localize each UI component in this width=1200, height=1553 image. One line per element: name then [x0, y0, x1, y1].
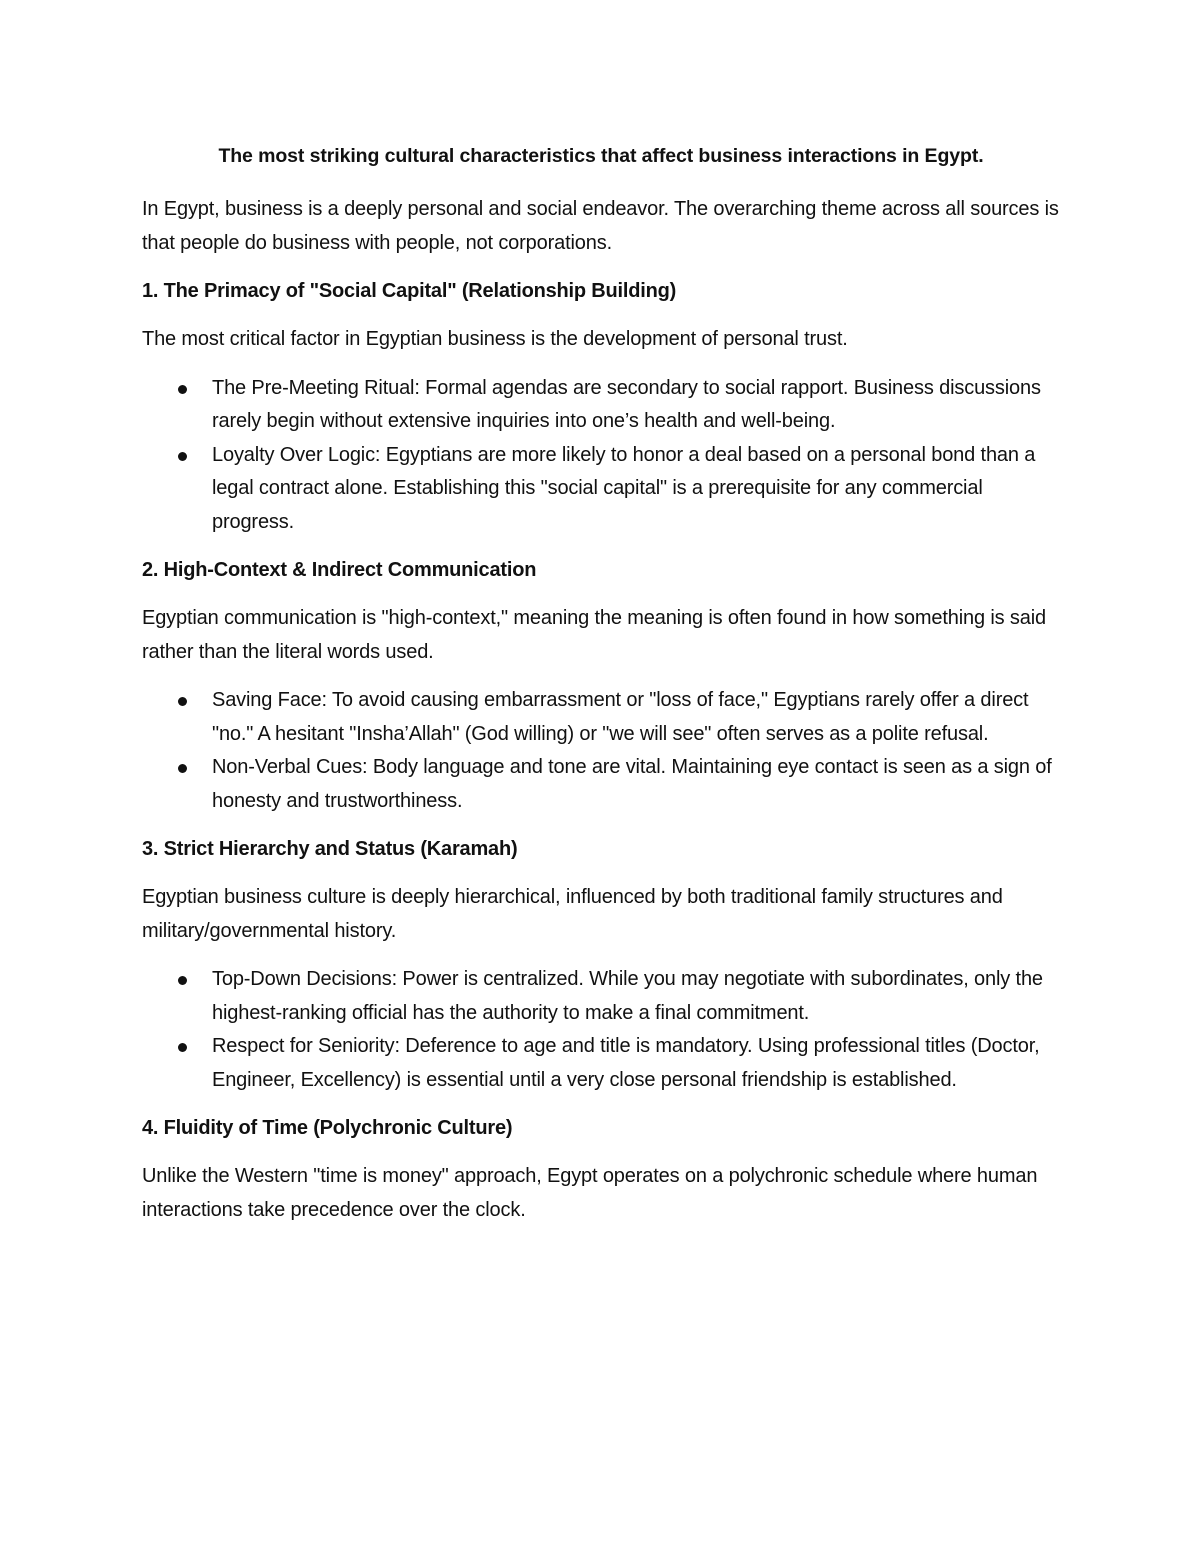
- section-paragraph: Unlike the Western "time is money" approach, Egypt operates on a polychronic schedule where human interactions take precedence over the clock.: [142, 1165, 1038, 1221]
- bullet-list: [142, 963, 1060, 1097]
- section-paragraph: The most critical factor in Egyptian business is the development of personal trust.: [142, 328, 848, 350]
- section-3: [142, 833, 1060, 1097]
- bullet-icon: [178, 452, 187, 461]
- document-title: The most striking cultural characteristics that affect business interactions in Egypt.: [218, 145, 984, 167]
- section-heading: 2. High-Context & Indirect Communication: [142, 559, 537, 581]
- section-paragraph: Egyptian communication is "high-context," meaning the meaning is often found in how something is said rather than the literal words used.: [142, 607, 1047, 663]
- bullet-text: Loyalty Over Logic: Egyptians are more likely to honor a deal based on a personal bond than a legal contract alone. Establishing this "social capital" is a prerequisite for any commercial progress.: [212, 443, 1036, 533]
- bullet-text: The Pre-Meeting Ritual: Formal agendas are secondary to social rapport. Business discussions rarely begin without extensive inquiries into one’s health and well-being.: [212, 376, 1041, 432]
- section-2: [142, 554, 1060, 818]
- bullet-item: [142, 1030, 1060, 1097]
- bullet-icon: [178, 976, 187, 985]
- bullet-icon: [178, 764, 187, 773]
- bullet-item: [142, 372, 1060, 439]
- bullet-item: [142, 439, 1060, 540]
- bullet-text: Non-Verbal Cues: Body language and tone are vital. Maintaining eye contact is seen as a sign of honesty and trustworthiness.: [212, 756, 1052, 812]
- bullet-text: Respect for Seniority: Deference to age and title is mandatory. Using professional titles (Doctor, Engineer, Excellency) is essential until a very close personal friendship is established.: [212, 1035, 1040, 1091]
- bullet-icon: [178, 385, 187, 394]
- section-heading: 3. Strict Hierarchy and Status (Karamah): [142, 838, 518, 860]
- section-heading: 4. Fluidity of Time (Polychronic Culture): [142, 1117, 513, 1139]
- bullet-icon: [178, 1043, 187, 1052]
- section-paragraph: Egyptian business culture is deeply hierarchical, influenced by both traditional family structures and military/governmental history.: [142, 886, 1003, 942]
- section-heading: 1. The Primacy of "Social Capital" (Relationship Building): [142, 280, 677, 302]
- bullet-item: [142, 963, 1060, 1030]
- bullet-text: Saving Face: To avoid causing embarrassment or "loss of face," Egyptians rarely offer a direct "no." A hesitant "Insha’Allah" (God willing) or "we will see" often serves as a polite refusal.: [212, 689, 1029, 745]
- bullet-item: [142, 751, 1060, 818]
- bullet-list: [142, 372, 1060, 540]
- bullet-item: [142, 684, 1060, 751]
- section-1: [142, 275, 1060, 539]
- intro-paragraph: In Egypt, business is a deeply personal and social endeavor. The overarching theme across all sources is that people do business with people, not corporations.: [142, 198, 1059, 254]
- bullet-icon: [178, 697, 187, 706]
- section-4: [142, 1112, 1060, 1227]
- bullet-text: Top-Down Decisions: Power is centralized. While you may negotiate with subordinates, only the highest-ranking official has the authority to make a final commitment.: [212, 968, 1043, 1024]
- bullet-list: [142, 684, 1060, 818]
